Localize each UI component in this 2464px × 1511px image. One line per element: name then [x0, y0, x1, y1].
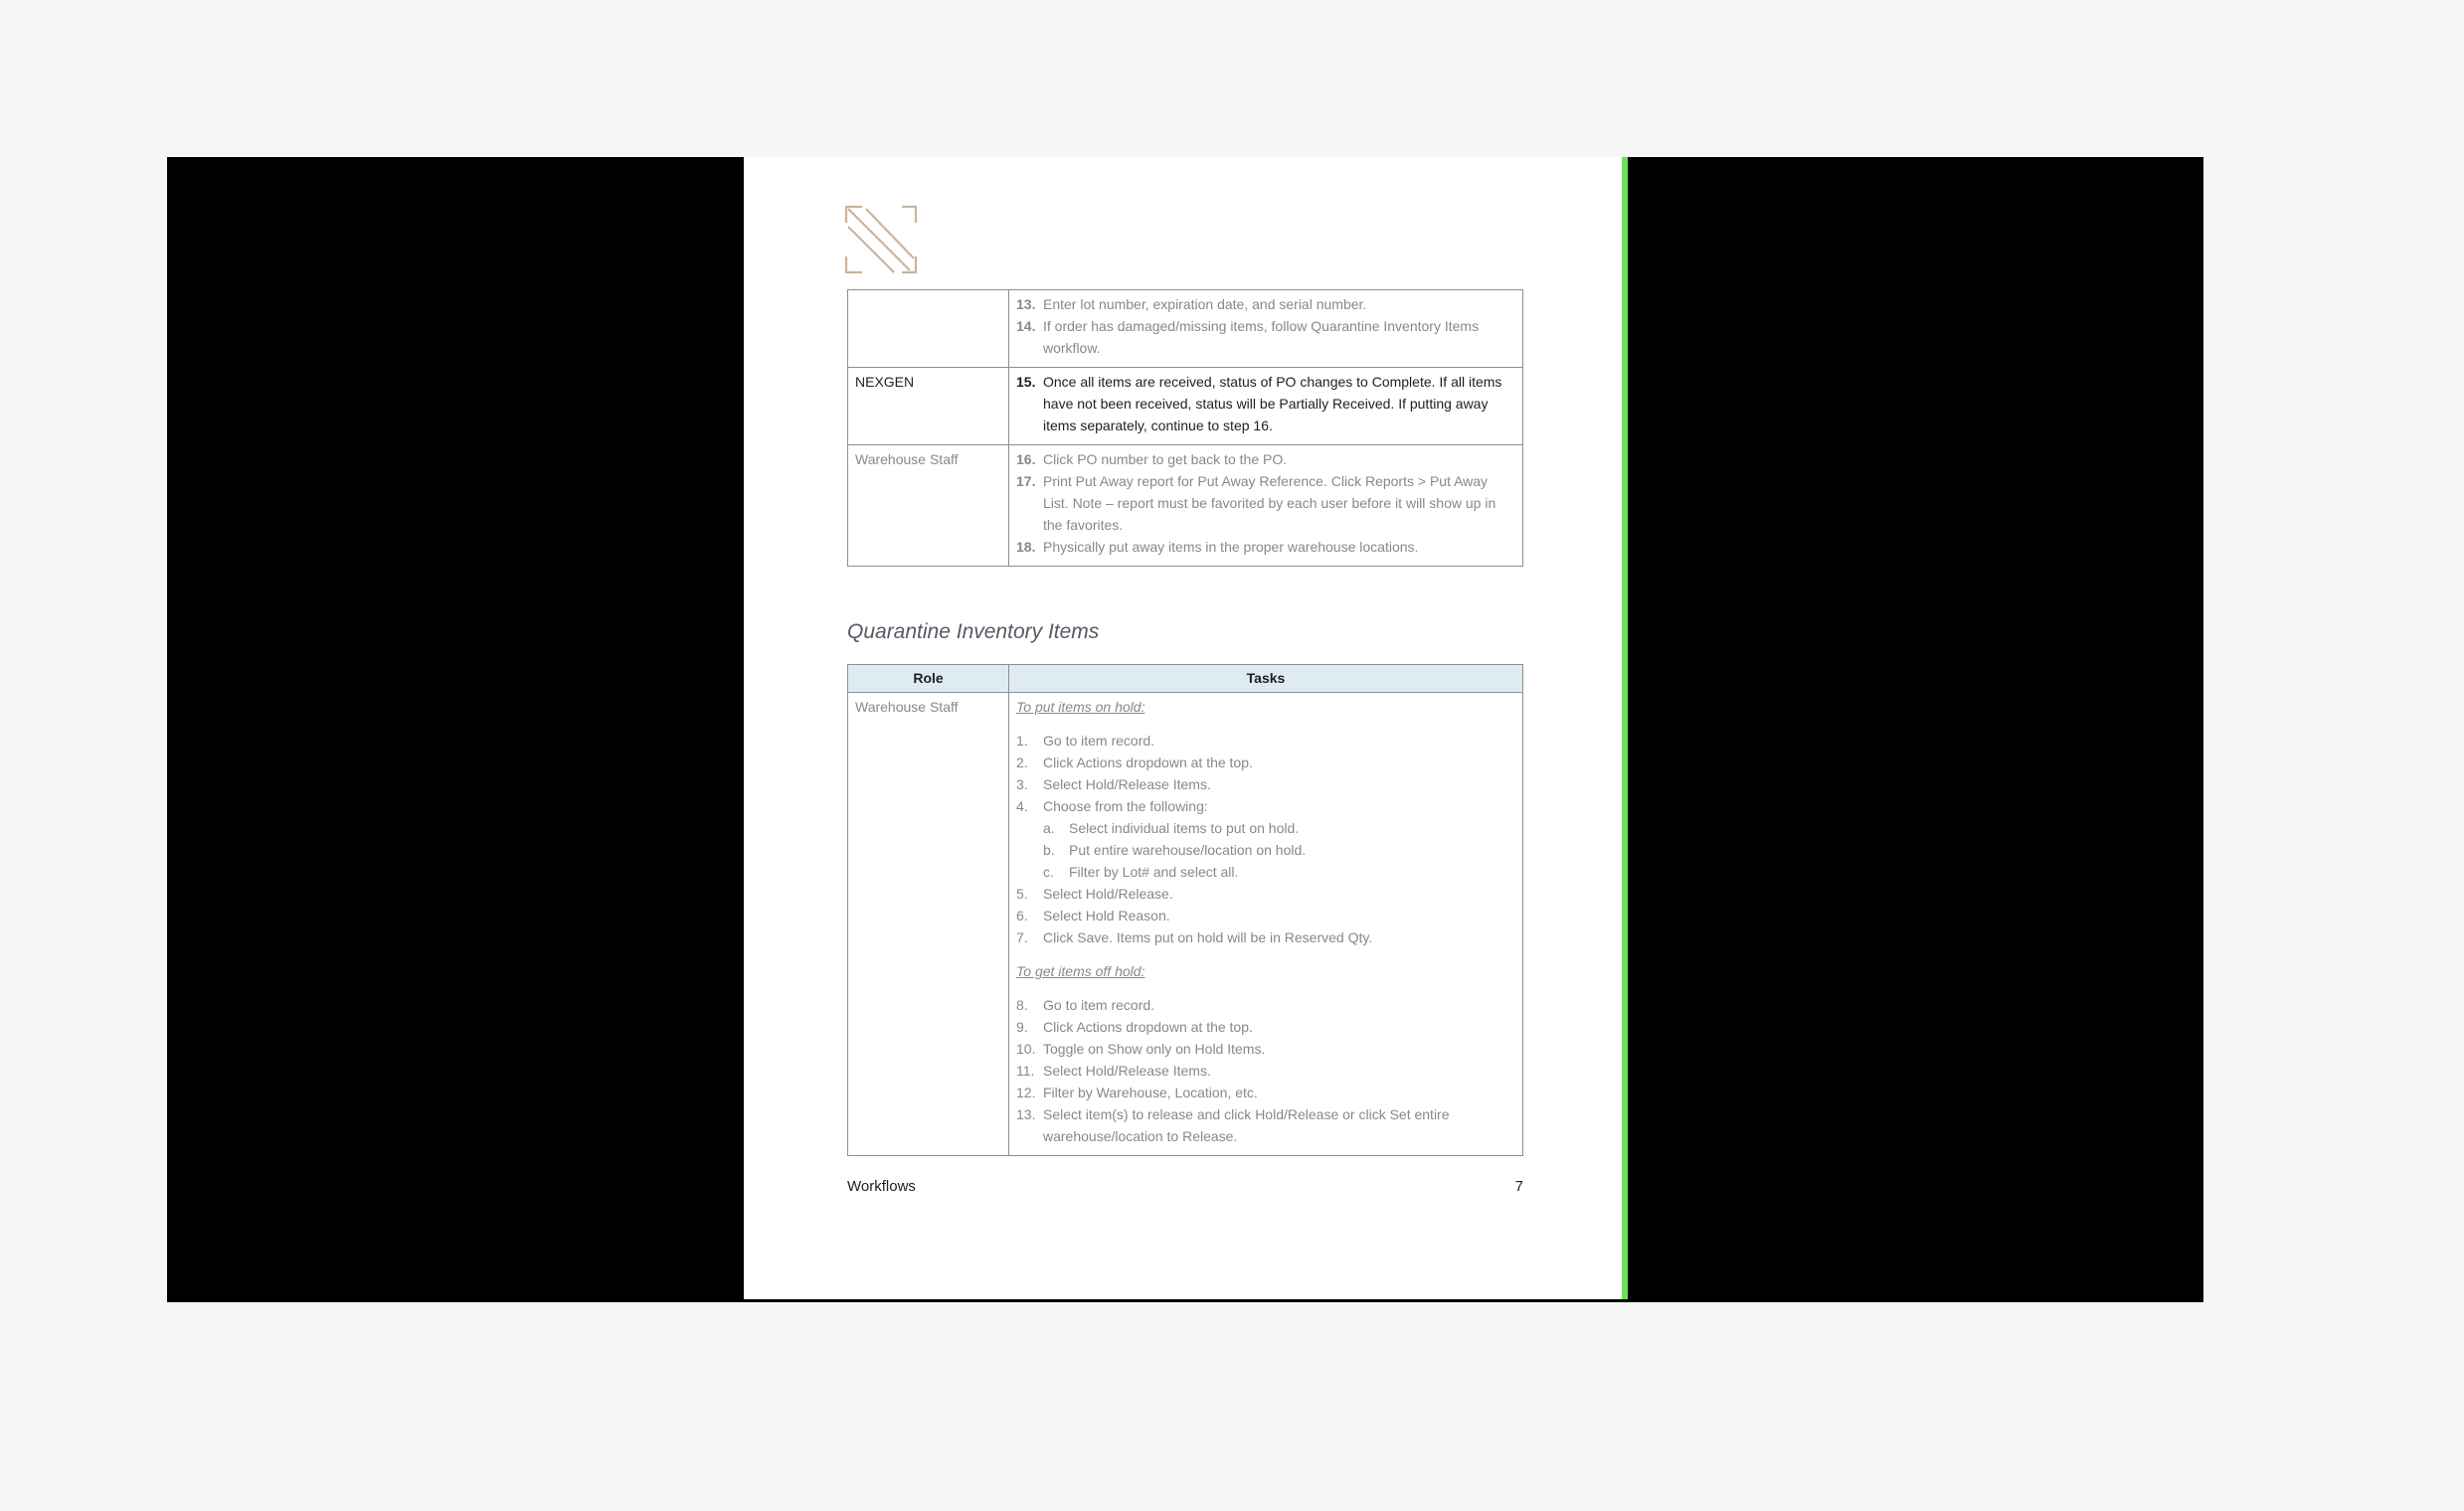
step-number: 15.: [1016, 374, 1036, 390]
release-step-list: [1016, 994, 1515, 1147]
step-number: 16.: [1016, 451, 1036, 467]
step-text: Click Save. Items put on hold will be in Reserved Qty.: [1043, 929, 1373, 945]
list-item: [1016, 926, 1515, 948]
step-text: If order has damaged/missing items, follow Quarantine Inventory Items workflow.: [1043, 318, 1480, 356]
quarantine-inventory-table: [847, 664, 1523, 1156]
substep-text: Put entire warehouse/location on hold.: [1069, 842, 1307, 858]
step-number: 13.: [1016, 1106, 1036, 1122]
list-item: [1016, 1038, 1515, 1060]
step-list: [1016, 371, 1515, 436]
list-item: [1016, 1016, 1515, 1038]
step-text: Select Hold Reason.: [1043, 908, 1170, 923]
step-text: Enter lot number, expiration date, and serial number.: [1043, 296, 1367, 312]
step-number: 18.: [1016, 539, 1036, 555]
step-number: 11.: [1016, 1063, 1035, 1079]
section-title: Quarantine Inventory Items: [847, 620, 1100, 643]
list-item: [1016, 536, 1515, 558]
workflow-steps-table-continued: [847, 289, 1523, 567]
list-item: [1016, 470, 1515, 536]
tasks-cell: [1009, 445, 1523, 567]
step-text: Print Put Away report for Put Away Reference. Click Reports > Put Away List. Note – report must be favorited by each user before it will show up in the favorites.: [1043, 473, 1496, 533]
list-item: [1016, 293, 1515, 315]
list-item: [1016, 773, 1515, 795]
hold-step-list: [1016, 730, 1515, 817]
step-text: Physically put away items in the proper warehouse locations.: [1043, 539, 1419, 555]
hold-substep-list: [1016, 817, 1515, 883]
step-number: 8.: [1016, 997, 1028, 1013]
list-item: [1016, 839, 1515, 861]
role-cell: Warehouse Staff: [848, 693, 1009, 1156]
list-item: [1016, 1060, 1515, 1082]
list-item: [1016, 1082, 1515, 1103]
role-cell: Warehouse Staff: [848, 445, 1009, 567]
role-cell: NEXGEN: [848, 368, 1009, 445]
step-text: Go to item record.: [1043, 733, 1155, 749]
step-number: 14.: [1016, 318, 1036, 334]
list-item: [1016, 994, 1515, 1016]
step-text: Select item(s) to release and click Hold/Release or click Set entire warehouse/location to Release.: [1043, 1106, 1450, 1144]
table-row: [848, 368, 1523, 445]
step-list: [1016, 448, 1515, 558]
list-item: [1016, 905, 1515, 926]
step-number: 12.: [1016, 1085, 1036, 1100]
hold-step-list-continued: [1016, 883, 1515, 948]
page-number: 7: [1514, 1178, 1523, 1195]
step-text: Select Hold/Release Items.: [1043, 776, 1211, 792]
hold-subheading: To put items on hold:: [1016, 699, 1145, 715]
list-item: [1016, 817, 1515, 839]
nexgen-n-logo-icon: [844, 205, 920, 274]
step-number: 6.: [1016, 908, 1028, 923]
list-item: [1016, 795, 1515, 817]
column-header-tasks: Tasks: [1009, 665, 1523, 693]
step-number: 4.: [1016, 798, 1028, 814]
tasks-cell: [1009, 290, 1523, 368]
list-item: [1016, 1103, 1515, 1147]
step-text: Go to item record.: [1043, 997, 1155, 1013]
step-text: Filter by Warehouse, Location, etc.: [1043, 1085, 1258, 1100]
step-number: 9.: [1016, 1019, 1028, 1035]
footer-title: Workflows: [847, 1178, 916, 1195]
step-text: Select Hold/Release.: [1043, 886, 1173, 902]
step-list: [1016, 293, 1515, 359]
table-row: [848, 693, 1523, 1156]
release-subheading: To get items off hold:: [1016, 963, 1145, 979]
step-number: 3.: [1016, 776, 1028, 792]
substep-letter: b.: [1043, 842, 1055, 858]
column-header-role: Role: [848, 665, 1009, 693]
step-text: Click Actions dropdown at the top.: [1043, 755, 1253, 770]
list-item: [1016, 371, 1515, 436]
list-item: [1016, 883, 1515, 905]
list-item: [1016, 752, 1515, 773]
list-item: [1016, 448, 1515, 470]
step-number: 17.: [1016, 473, 1036, 489]
table-row: [848, 445, 1523, 567]
substep-text: Select individual items to put on hold.: [1069, 820, 1300, 836]
step-text: Click Actions dropdown at the top.: [1043, 1019, 1253, 1035]
list-item: [1016, 730, 1515, 752]
tasks-cell: [1009, 693, 1523, 1156]
table-header-row: [848, 665, 1523, 693]
list-item: [1016, 861, 1515, 883]
substep-text: Filter by Lot# and select all.: [1069, 864, 1239, 880]
list-item: [1016, 315, 1515, 359]
step-number: 5.: [1016, 886, 1028, 902]
step-number: 10.: [1016, 1041, 1036, 1057]
step-text: Once all items are received, status of PO changes to Complete. If all items have not been received, status will be Partially Received. If putting away items separately, continue to step 16.: [1043, 374, 1502, 433]
step-text: Click PO number to get back to the PO.: [1043, 451, 1288, 467]
substep-letter: a.: [1043, 820, 1055, 836]
role-cell: [848, 290, 1009, 368]
step-text: Choose from the following:: [1043, 798, 1208, 814]
step-text: Select Hold/Release Items.: [1043, 1063, 1211, 1079]
step-number: 2.: [1016, 755, 1028, 770]
step-number: 1.: [1016, 733, 1028, 749]
table-row: [848, 290, 1523, 368]
step-number: 7.: [1016, 929, 1028, 945]
tasks-cell: [1009, 368, 1523, 445]
step-number: 13.: [1016, 296, 1036, 312]
page-edge-accent: [1622, 157, 1628, 1299]
substep-letter: c.: [1043, 864, 1054, 880]
step-text: Toggle on Show only on Hold Items.: [1043, 1041, 1266, 1057]
